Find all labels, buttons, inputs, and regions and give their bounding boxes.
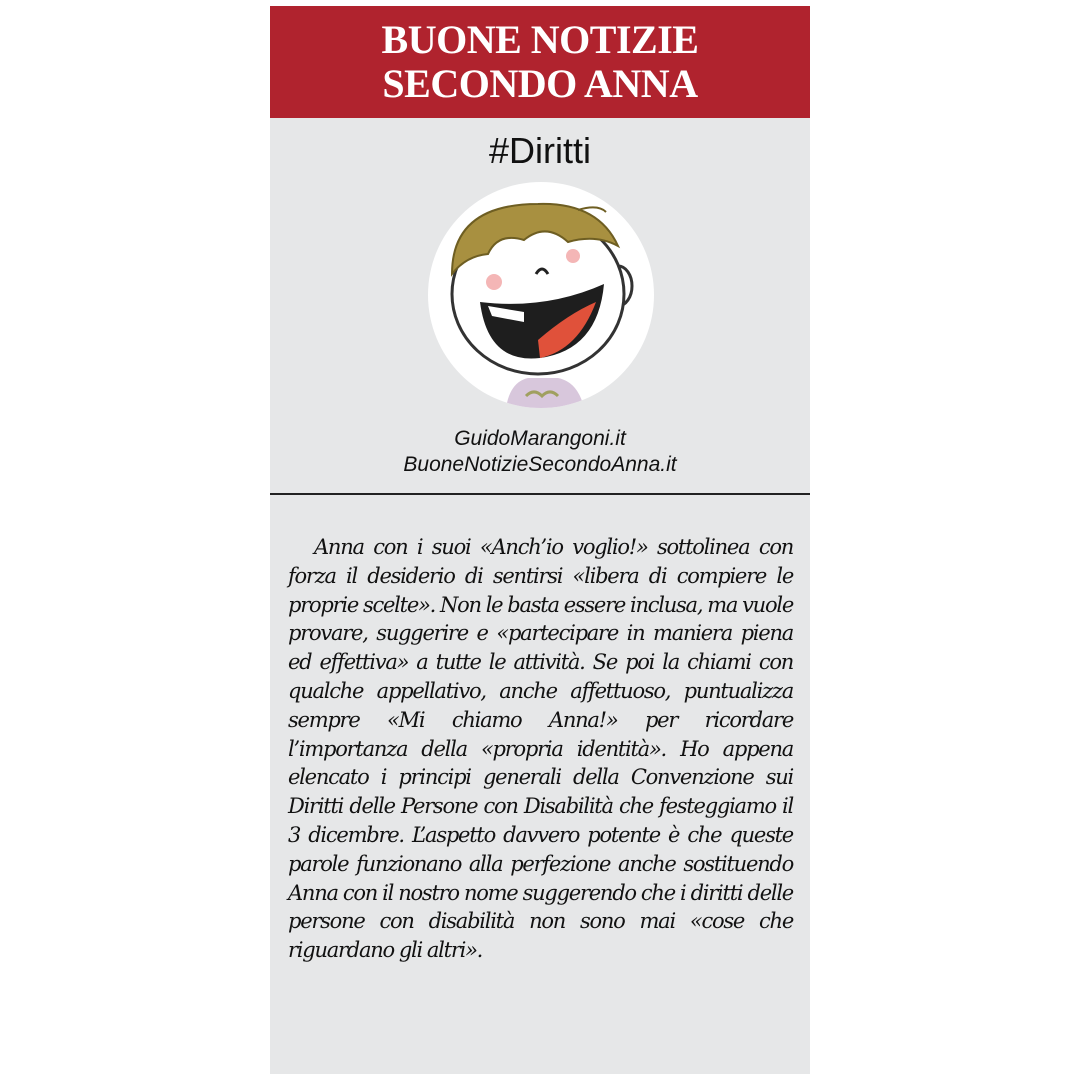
avatar	[428, 182, 654, 408]
site-link-guido[interactable]: GuidoMarangoni.it	[454, 427, 626, 450]
column-header	[270, 6, 810, 118]
article-column	[270, 6, 810, 1074]
smiling-child-icon	[428, 182, 654, 408]
divider	[270, 493, 810, 495]
header-title-line1: BUONE NOTIZIE	[381, 17, 699, 62]
author-links	[270, 426, 810, 478]
article-body: Anna con i suoi «Anch’io voglio!» sottolinea con forza il desiderio di sentirsi «libera di compiere le proprie scelte». Non le basta essere inclusa, ma vuole provare, suggerire e «partecipare in maniera piena ed effettiva» a tutte le attività. Se poi la chiami con qualche appellativo, anche affettuoso, puntualizza sempre «Mi chiamo Anna!» per ricordare l’importanza della «propria identità». Ho appena elencato i principi generali della Convenzione sui Diritti delle Persone con Disabilità che festeggiamo il 3 dicembre. L’aspetto davvero potente è che queste parole funzionano alla perfezione anche sostituendo Anna con il nostro nome suggerendo che i diritti delle persone con disabilità non sono mai «cose che riguardano gli altri».	[288, 535, 793, 963]
site-link-buone-notizie[interactable]: BuoneNotizieSecondoAnna.it	[403, 453, 677, 476]
hashtag-title: #Diritti	[488, 130, 591, 171]
header-title-line2: SECONDO ANNA	[382, 61, 698, 106]
